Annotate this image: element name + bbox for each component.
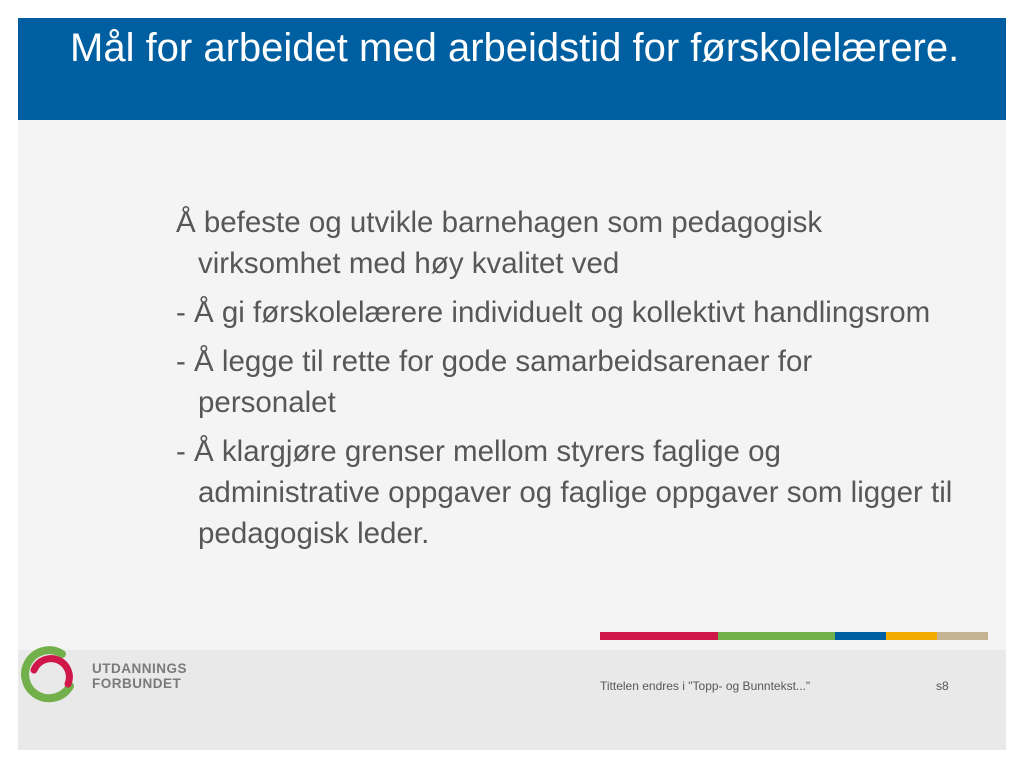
slide: [18, 18, 1006, 750]
stripe-red: [600, 632, 718, 640]
logo-line-1: UTDANNINGS: [92, 661, 187, 676]
utdanningsforbundet-logo-icon: [18, 644, 82, 708]
paragraph: - Å klargjøre grenser mellom styrers faglige og administrative oppgaver og faglige oppgaver som ligger til pedagogisk leder.: [176, 435, 953, 550]
color-stripes: [600, 632, 988, 640]
title-bar: [18, 18, 1006, 120]
stripe-green: [718, 632, 835, 640]
logo: [18, 644, 187, 708]
logo-line-2: FORBUNDET: [92, 676, 182, 691]
paragraph: Å befeste og utvikle barnehagen som pedagogisk virksomhet med høy kvalitet ved: [176, 206, 823, 280]
footer-text: Tittelen endres i "Topp- og Bunntekst...": [600, 679, 811, 693]
slide-title: Mål for arbeidet med arbeidstid for førskolelærere.: [70, 26, 960, 70]
paragraph: - Å gi førskolelærere individuelt og kollektivt handlingsrom: [176, 296, 931, 329]
stripe-blue: [835, 632, 886, 640]
page-number: s8: [936, 679, 949, 693]
logo-text: [92, 661, 187, 691]
body-text: [176, 202, 956, 562]
stripe-yellow: [886, 632, 937, 640]
stripe-beige: [937, 632, 988, 640]
paragraph: - Å legge til rette for gode samarbeidsarenaer for personalet: [176, 345, 813, 419]
